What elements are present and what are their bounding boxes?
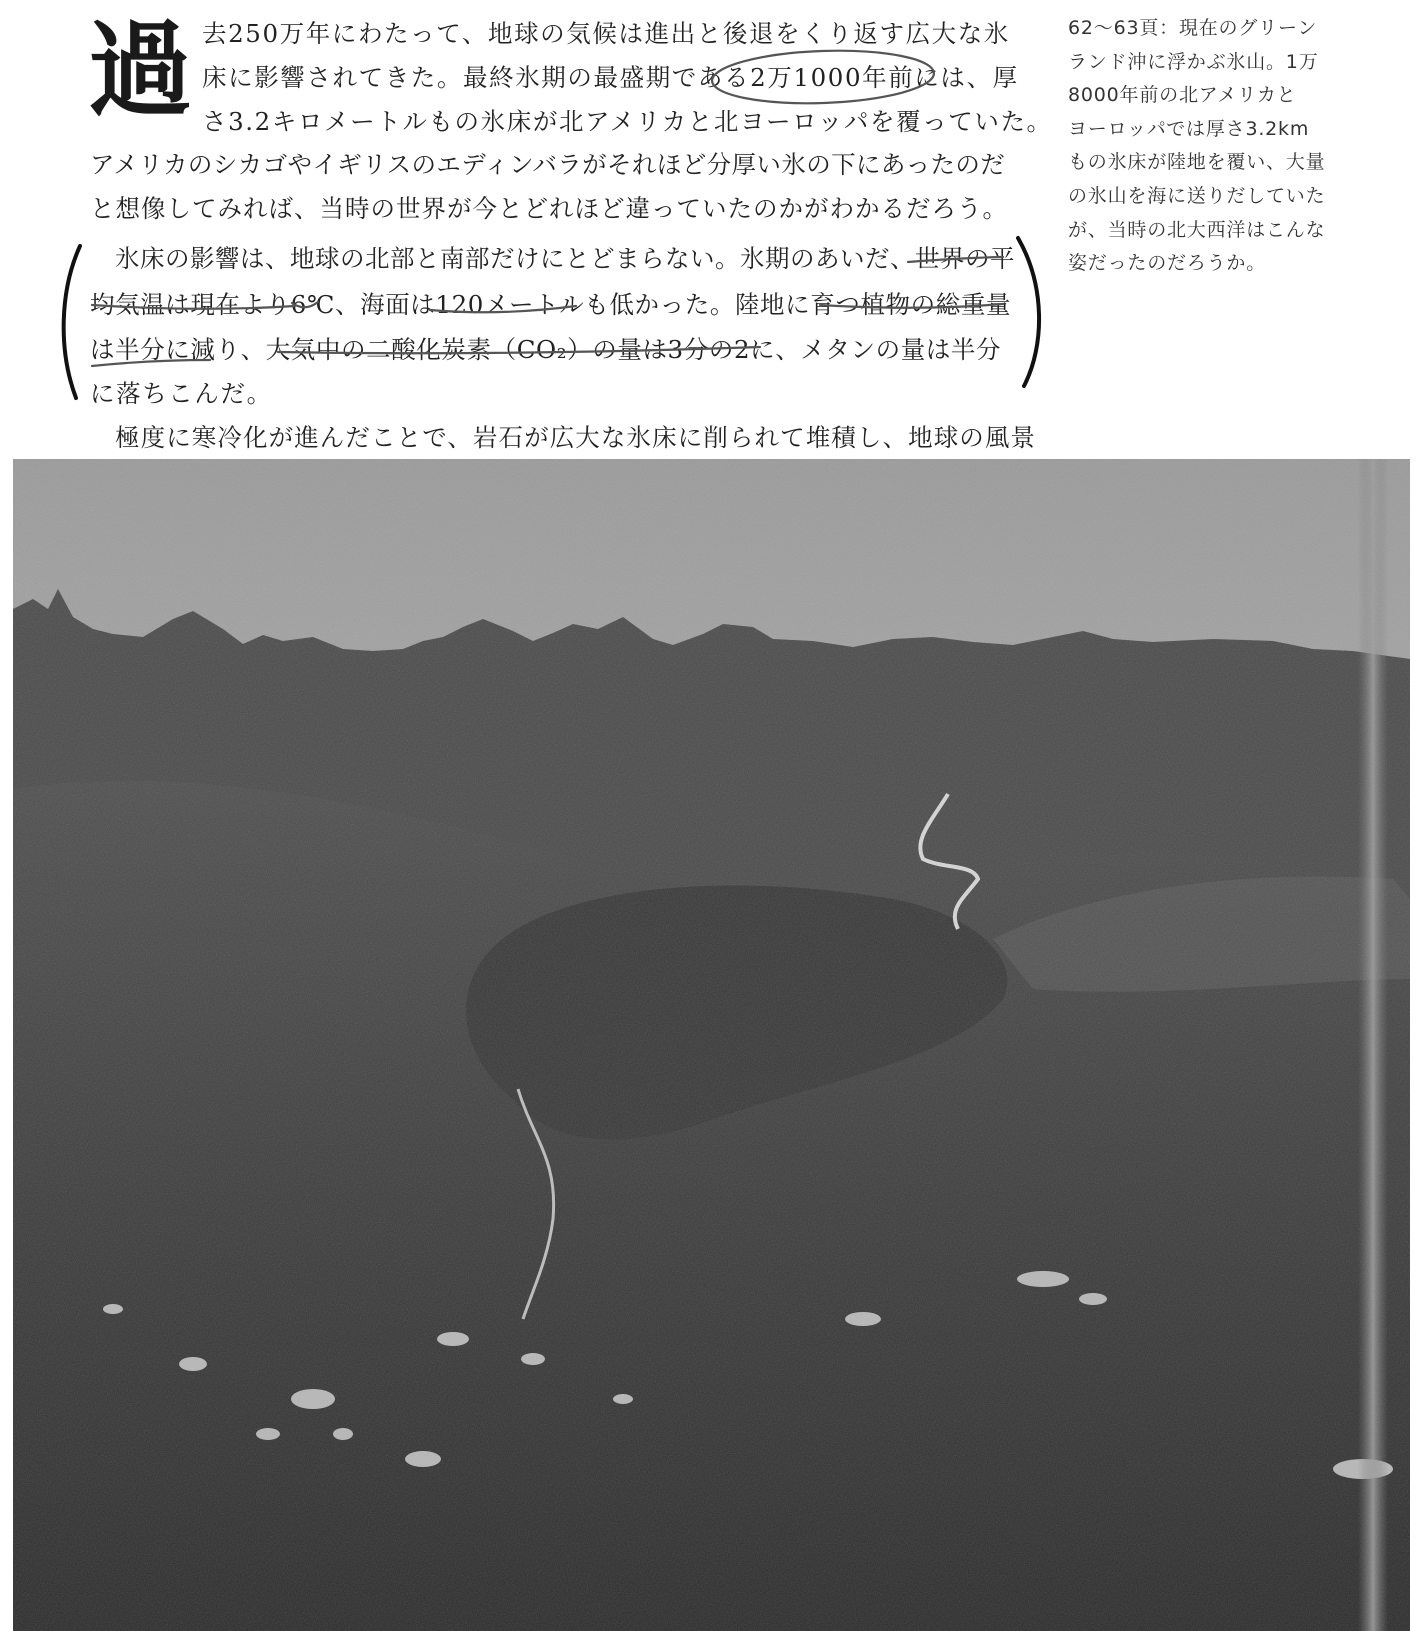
film-grain [13,459,1410,1631]
left-bracket [64,246,80,398]
landscape-photo [13,459,1410,1631]
caption-line-6: の氷山を海に送りだしていた [1068,184,1326,207]
photo-illustration [13,459,1410,1631]
body-line-5: と想像してみれば、当時の世界が今とどれほど違っていたのかがわかるだろう。 [90,194,1008,223]
body-line-2: 床に影響されてきた。最終氷期の最盛期である2万1000年前には、厚 [202,63,1019,92]
caption-line-5: もの氷床が陸地を覆い、大量 [1068,151,1326,174]
photo-caption [1068,12,1368,281]
caption-line-4: ヨーロッパでは厚さ3.2km [1068,117,1310,140]
body-line-9: に落ちこんだ。 [90,379,273,408]
caption-line-8: 姿だったのだろうか。 [1068,252,1267,275]
body-line-6: 氷床の影響は、地球の北部と南部だけにとどまらない。氷期のあいだ、世界の平 [115,244,1015,273]
caption-line-7: が、当時の北大西洋はこんな [1068,218,1326,241]
body-line-3: さ3.2キロメートルもの氷床が北アメリカと北ヨーロッパを覆っていた。 [202,107,1053,136]
body-line-8: は半分に減り、大気中の二酸化炭素（CO₂）の量は3分の2に、メタンの量は半分 [90,335,1002,364]
body-line-4: アメリカのシカゴやイギリスのエディンバラがそれほど分厚い氷の下にあったのだ [90,150,1006,179]
caption-line-1: 62～63頁：現在のグリーン [1068,17,1318,39]
body-line-7: 均気温は現在より6℃、海面は120メートルも低かった。陸地に育つ植物の総重量 [90,290,1012,319]
body-line-10: 極度に寒冷化が進んだことで、岩石が広大な氷床に削られて堆積し、地球の風景 [115,423,1037,452]
right-bracket [1018,238,1039,386]
caption-line-2: ランド沖に浮かぶ氷山。1万 [1068,50,1319,73]
caption-line-3: 8000年前の北アメリカと [1068,84,1297,107]
body-line-1: 去250万年にわたって、地球の気候は進出と後退をくり返す広大な氷 [202,19,1010,48]
drop-cap: 過 [88,8,193,131]
